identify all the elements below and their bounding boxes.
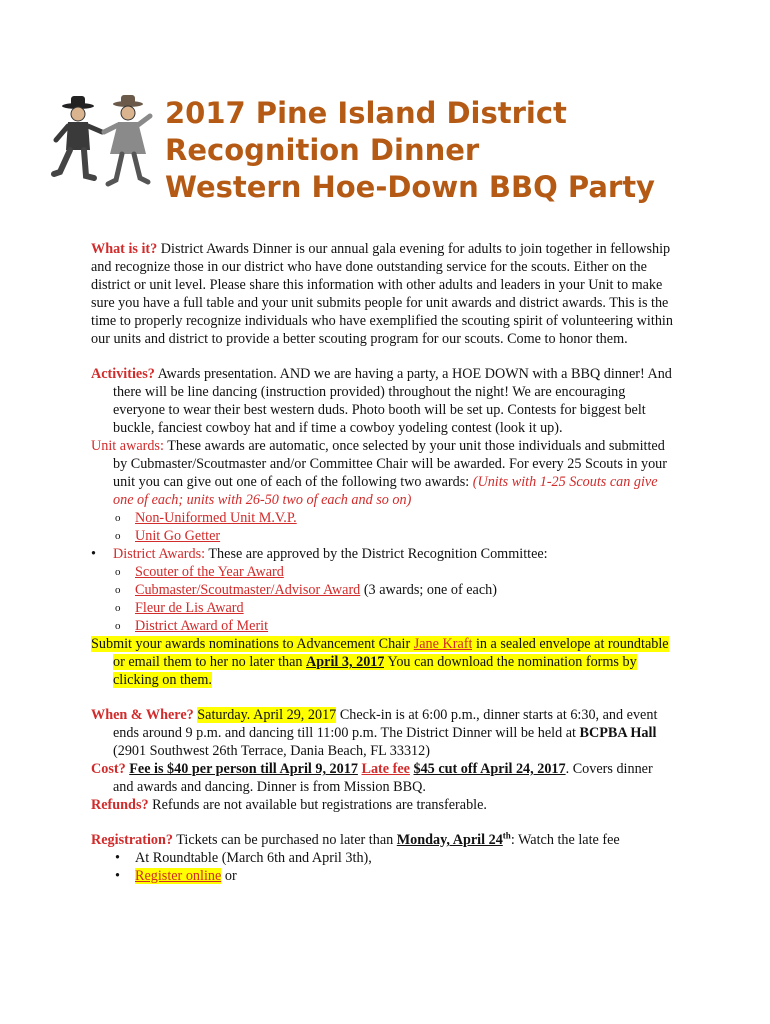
list-item [91, 581, 673, 599]
submit-text-2: in a sealed envelope at roundtable or email them to her no later than [113, 636, 669, 670]
list-marker: o [115, 512, 121, 524]
list-item [91, 599, 673, 617]
list-item [91, 545, 673, 563]
list-item [91, 867, 673, 885]
unit-awards-paragraph [91, 437, 673, 509]
refunds-text: Refunds are not available but registrations are transferable. [148, 797, 487, 813]
unit-award-link[interactable]: Non-Uniformed Unit M.V.P. [135, 510, 297, 526]
list-marker: o [115, 620, 121, 632]
late-fee: $45 cut off April 24, 2017 [413, 761, 566, 777]
event-date: Saturday. April 29, 2017 [197, 707, 337, 723]
submit-paragraph [91, 635, 673, 689]
registration-section [91, 831, 673, 885]
district-awards-label: District Awards: [113, 546, 206, 562]
activities-text: Awards presentation. AND we are having a party, a HOE DOWN with a BBQ dinner! And there will be line dancing (instruction provided) throughout the night! We are encouraging everyone to wear their best western duds. Photo booth will be set up. Contests for biggest belt buckle, fanciest cowboy hat and if time a cowboy yodeling contest (look it up). [113, 366, 672, 436]
district-award-link[interactable]: District Award of Merit [135, 618, 269, 634]
title-line-1: 2017 Pine Island District [165, 96, 567, 130]
registration-deadline-sup: th [502, 830, 511, 841]
venue-address: (2901 Southwest 26th Terrace, Dania Beach, FL 33312) [113, 743, 430, 759]
activities-label: Activities? [91, 366, 155, 382]
submit-deadline: April 3, 2017 [306, 654, 385, 670]
district-awards-text: These are approved by the District Recognition Committee: [205, 546, 548, 562]
cost-label: Cost? [91, 761, 126, 777]
when-label: When & Where? [91, 707, 194, 723]
district-award-link[interactable]: Fleur de Lis Award [135, 600, 244, 616]
district-award-suffix: (3 awards; one of each) [360, 582, 497, 598]
unit-awards-note: (Units with 1-25 Scouts can give one of each; units with 26-50 two of each and so on) [113, 474, 658, 508]
unit-awards-text: These awards are automatic, once selected by your unit those individuals and submitted by Cubmaster/Scoutmaster and/or Committee Chair will be awarded. For every 25 Scouts in your unit you can give out one of each of the following two awards: [113, 438, 667, 490]
submit-text-3: You can download the nomination forms by clicking on them. [113, 654, 637, 688]
registration-paragraph [91, 831, 673, 849]
what-section [91, 240, 673, 348]
refunds-paragraph [91, 796, 673, 814]
cost-paragraph [91, 760, 673, 796]
list-marker: o [115, 584, 121, 596]
chair-email-link[interactable]: Jane Kraft [413, 636, 473, 652]
dancing-cowboys-icon [50, 92, 160, 202]
refunds-label: Refunds? [91, 797, 149, 813]
title-line-2: Recognition Dinner [165, 133, 480, 167]
register-online-link[interactable]: Register online [135, 868, 222, 884]
district-award-link[interactable]: Cubmaster/Scoutmaster/Advisor Award [135, 582, 361, 598]
when-text: Check-in is at 6:00 p.m., dinner starts at 6:30, and event ends around 9 p.m. and dancing till 11:00 p.m. The District Dinner will be held at [113, 707, 658, 741]
activities-section [91, 365, 673, 689]
flyer-body [91, 240, 673, 885]
district-award-link[interactable]: Scouter of the Year Award [135, 564, 284, 580]
registration-item-roundtable: At Roundtable (March 6th and April 3th), [135, 850, 372, 866]
what-label: What is it? [91, 241, 158, 257]
title-line-3: Western Hoe-Down BBQ Party [165, 170, 655, 204]
page-title [165, 95, 655, 206]
list-item [91, 849, 673, 867]
registration-list [91, 849, 673, 885]
when-paragraph [91, 706, 673, 760]
district-awards-bullet [91, 545, 673, 563]
list-marker: o [115, 566, 121, 578]
logistics-section [91, 706, 673, 814]
list-item [91, 527, 673, 545]
list-marker: o [115, 602, 121, 614]
bullet-marker: • [115, 868, 120, 884]
venue-name: BCPBA Hall [579, 725, 657, 741]
registration-deadline: Monday, April 24 [396, 832, 503, 848]
registration-label: Registration? [91, 832, 173, 848]
district-awards-list [91, 563, 673, 635]
registration-text-2: : Watch the late fee [510, 832, 620, 848]
unit-awards-list [91, 509, 673, 545]
list-item [91, 617, 673, 635]
list-item [91, 563, 673, 581]
registration-item-suffix: or [221, 868, 237, 884]
submit-text-1: Submit your awards nominations to Advancement Chair [91, 636, 414, 652]
unit-awards-label: Unit awards: [91, 438, 164, 454]
list-marker: o [115, 530, 121, 542]
registration-text-1: Tickets can be purchased no later than [172, 832, 397, 848]
activities-paragraph [91, 365, 673, 437]
unit-award-link[interactable]: Unit Go Getter [135, 528, 221, 544]
what-text: District Awards Dinner is our annual gala evening for adults to join together in fellowship and recognize those in our district who have done outstanding service for the scouts. Either on the district or unit level. Please share this information with other adults and leaders in your Unit to make sure you have a full table and your unit submits people for unit awards and district awards. This is the time to properly recognize individuals who have exemplified the scouting spirit of volunteering within our units and district to provide a better scouting program for our scouts. Come to honor them. [91, 241, 673, 347]
late-fee-label: Late fee [361, 761, 410, 777]
bullet-marker: • [91, 546, 96, 562]
cost-text: . Covers dinner and awards and dancing. Dinner is from Mission BBQ. [113, 761, 653, 795]
cost-fee: Fee is $40 per person till April 9, 2017 [129, 761, 358, 777]
bullet-marker: • [115, 850, 120, 866]
list-item [91, 509, 673, 527]
